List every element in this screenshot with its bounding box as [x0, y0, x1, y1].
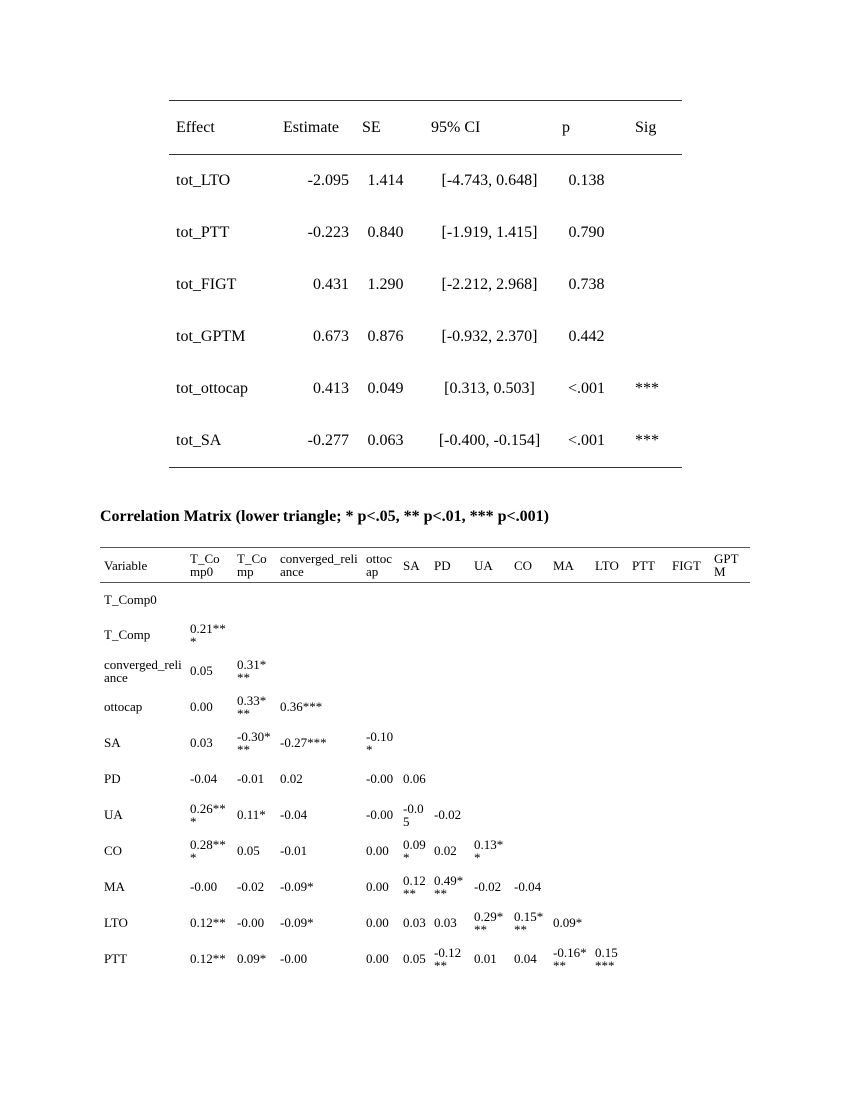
corr-cell: [628, 761, 668, 797]
corr-cell: 0.02: [280, 771, 303, 786]
corr-header-cell: GPTM: [710, 548, 750, 583]
effects-cell-se: 1.414: [367, 172, 404, 189]
corr-row-label: MA: [104, 879, 125, 894]
corr-cell: [591, 725, 628, 761]
corr-header-cell: T_Comp: [233, 548, 276, 583]
corr-row: [100, 583, 750, 617]
corr-cell: 0.49***: [434, 872, 464, 901]
corr-cell: 0.00: [366, 951, 389, 966]
effects-cell-ci: [-0.400, -0.154]: [438, 432, 541, 449]
corr-cell: [470, 725, 510, 761]
corr-cell: 0.00: [366, 843, 389, 858]
effects-cell-estimate: 0.413: [313, 380, 349, 397]
corr-row-label: converged_reliance: [104, 656, 182, 685]
corr-cell: [591, 905, 628, 941]
corr-cell: [276, 617, 362, 653]
corr-cell: [710, 905, 750, 941]
corr-cell: [710, 583, 750, 617]
corr-cell: [399, 653, 430, 689]
effects-cell-se: 0.049: [367, 380, 404, 397]
corr-cell: [710, 797, 750, 833]
corr-row: [100, 689, 750, 725]
corr-cell: [362, 653, 399, 689]
effects-cell-p: 0.442: [568, 328, 605, 345]
corr-cell: [668, 761, 710, 797]
corr-cell: [430, 761, 470, 797]
effects-cell-sig: [628, 207, 682, 259]
effects-header-p: p: [555, 101, 628, 155]
corr-cell: [549, 689, 591, 725]
corr-cell: -0.04: [514, 879, 542, 894]
corr-header-cell: ottocap: [362, 548, 399, 583]
corr-cell: [668, 833, 710, 869]
corr-cell: [710, 653, 750, 689]
corr-header-cell: SA: [399, 548, 430, 583]
corr-cell: 0.13**: [474, 836, 504, 865]
effects-cell-effect: tot_LTO: [176, 172, 231, 189]
corr-cell: [430, 653, 470, 689]
effects-cell-effect: tot_ottocap: [176, 380, 248, 397]
corr-cell: -0.04: [280, 807, 308, 822]
corr-cell: [510, 797, 549, 833]
corr-cell: 0.01: [474, 951, 497, 966]
effects-table: [169, 100, 682, 468]
corr-cell: [591, 869, 628, 905]
effects-row: [169, 363, 682, 415]
corr-cell: [628, 583, 668, 617]
corr-cell: [628, 689, 668, 725]
effects-header-ci: 95% CI: [424, 101, 555, 155]
effects-cell-se: 0.840: [367, 224, 404, 241]
corr-cell: [470, 689, 510, 725]
effects-cell-sig: [628, 311, 682, 363]
effects-header-row: [169, 101, 682, 155]
corr-header-cell: Variable: [100, 548, 186, 583]
corr-cell: 0.02: [434, 843, 457, 858]
corr-cell: 0.00: [366, 915, 389, 930]
corr-cell: 0.04: [514, 951, 537, 966]
corr-cell: [549, 833, 591, 869]
corr-row: [100, 761, 750, 797]
corr-row: [100, 653, 750, 689]
corr-cell: [362, 689, 399, 725]
corr-cell: [591, 583, 628, 617]
corr-cell: [668, 797, 710, 833]
corr-cell: 0.12**: [190, 915, 226, 930]
corr-header-cell: LTO: [591, 548, 628, 583]
corr-cell: [710, 941, 750, 977]
corr-cell: [510, 725, 549, 761]
corr-cell: [470, 761, 510, 797]
corr-header-cell: FIGT: [668, 548, 710, 583]
corr-cell: [668, 583, 710, 617]
corr-cell: [510, 689, 549, 725]
corr-row: [100, 833, 750, 869]
corr-row-label: T_Comp0: [104, 592, 157, 608]
corr-cell: -0.02: [434, 807, 462, 822]
effects-cell-p: 0.790: [568, 224, 605, 241]
correlation-matrix-table: [100, 547, 750, 977]
corr-cell: [399, 617, 430, 653]
effects-cell-effect: tot_GPTM: [176, 328, 246, 345]
effects-cell-effect: tot_PTT: [176, 224, 230, 241]
corr-row: [100, 617, 750, 653]
corr-row: [100, 797, 750, 833]
corr-cell: [470, 617, 510, 653]
corr-cell: [591, 833, 628, 869]
corr-cell: -0.02: [474, 879, 502, 894]
corr-cell: [591, 689, 628, 725]
corr-cell: 0.21***: [190, 620, 226, 649]
corr-cell: [710, 617, 750, 653]
corr-cell: [233, 583, 276, 617]
corr-row: [100, 725, 750, 761]
corr-header-cell: converged_reliance: [276, 548, 362, 583]
corr-cell: [710, 761, 750, 797]
corr-cell: 0.05: [190, 663, 213, 678]
corr-cell: 0.05: [403, 951, 426, 966]
corr-cell: [233, 617, 276, 653]
corr-cell: -0.09*: [280, 879, 314, 894]
corr-row: [100, 869, 750, 905]
corr-cell: [549, 797, 591, 833]
corr-cell: [510, 833, 549, 869]
corr-cell: 0.15***: [595, 944, 618, 973]
corr-cell: 0.00: [366, 879, 389, 894]
corr-cell: -0.04: [190, 771, 218, 786]
corr-cell: [668, 725, 710, 761]
corr-cell: [668, 653, 710, 689]
effects-cell-sig: ***: [635, 432, 659, 449]
effects-cell-se: 0.876: [367, 328, 404, 345]
corr-cell: -0.27***: [280, 735, 327, 750]
corr-cell: [399, 725, 430, 761]
corr-cell: [628, 833, 668, 869]
corr-cell: [510, 617, 549, 653]
corr-cell: [628, 941, 668, 977]
corr-cell: -0.00: [366, 807, 394, 822]
corr-cell: [510, 761, 549, 797]
effects-cell-p: 0.738: [568, 276, 605, 293]
corr-cell: [710, 689, 750, 725]
corr-row-label: PTT: [104, 951, 128, 966]
corr-cell: 0.12**: [190, 951, 226, 966]
corr-cell: 0.03: [434, 915, 457, 930]
corr-cell: 0.03: [190, 735, 213, 750]
corr-row-label: PD: [104, 771, 121, 786]
corr-cell: 0.12**: [403, 872, 426, 901]
effects-cell-ci: [-2.212, 2.968]: [441, 276, 538, 293]
corr-cell: [430, 617, 470, 653]
effects-row: [169, 155, 682, 208]
corr-cell: [549, 725, 591, 761]
corr-cell: [549, 869, 591, 905]
corr-cell: 0.09*: [403, 836, 426, 865]
effects-cell-ci: [-1.919, 1.415]: [441, 224, 538, 241]
corr-cell: [549, 617, 591, 653]
corr-cell: -0.10*: [366, 728, 394, 757]
correlation-matrix-title: Correlation Matrix (lower triangle; * p<.05, ** p<.01, *** p<.001): [100, 508, 549, 525]
corr-header-cell: MA: [549, 548, 591, 583]
effects-cell-effect: tot_FIGT: [176, 276, 237, 293]
corr-cell: [470, 653, 510, 689]
effects-cell-estimate: -0.223: [307, 224, 349, 241]
corr-cell: [362, 583, 399, 617]
corr-cell: -0.12**: [434, 944, 462, 973]
corr-cell: [591, 617, 628, 653]
corr-row-label: LTO: [104, 915, 128, 930]
corr-cell: [362, 617, 399, 653]
corr-cell: 0.03: [403, 915, 426, 930]
corr-cell: 0.33***: [237, 692, 267, 721]
corr-cell: [628, 725, 668, 761]
corr-cell: [628, 797, 668, 833]
corr-cell: [549, 653, 591, 689]
corr-header-cell: CO: [510, 548, 549, 583]
corr-cell: -0.01: [280, 843, 308, 858]
corr-cell: [628, 869, 668, 905]
corr-cell: [668, 689, 710, 725]
corr-cell: 0.06: [403, 771, 426, 786]
corr-cell: -0.16***: [553, 944, 587, 973]
corr-row: [100, 941, 750, 977]
corr-cell: 0.28***: [190, 836, 226, 865]
corr-row: [100, 905, 750, 941]
effects-cell-p: 0.138: [568, 172, 605, 189]
effects-header-estimate: Estimate: [276, 101, 355, 155]
corr-cell: 0.29***: [474, 908, 504, 937]
corr-cell: 0.11*: [237, 807, 266, 822]
corr-cell: [399, 689, 430, 725]
effects-cell-estimate: -2.095: [307, 172, 349, 189]
corr-cell: 0.15***: [514, 908, 544, 937]
corr-cell: [549, 583, 591, 617]
corr-cell: [628, 905, 668, 941]
effects-cell-estimate: 0.673: [313, 328, 349, 345]
corr-body: [100, 583, 750, 977]
corr-cell: [628, 617, 668, 653]
corr-header-cell: UA: [470, 548, 510, 583]
corr-cell: [186, 583, 233, 617]
corr-cell: [276, 653, 362, 689]
corr-row-label: ottocap: [104, 699, 143, 714]
corr-cell: [710, 725, 750, 761]
corr-cell: [710, 833, 750, 869]
effects-cell-sig: [628, 259, 682, 311]
effects-cell-sig: [628, 155, 682, 208]
corr-cell: [710, 869, 750, 905]
corr-cell: 0.26***: [190, 800, 226, 829]
effects-header-effect: Effect: [169, 101, 276, 155]
effects-cell-estimate: 0.431: [313, 276, 349, 293]
corr-cell: -0.00: [280, 951, 308, 966]
corr-cell: -0.30***: [237, 728, 271, 757]
corr-cell: -0.05: [403, 800, 424, 829]
corr-row-label: UA: [104, 807, 123, 822]
effects-cell-ci: [0.313, 0.503]: [444, 380, 535, 397]
effects-cell-se: 0.063: [367, 432, 404, 449]
effects-header-sig: Sig: [628, 101, 682, 155]
corr-cell: [549, 761, 591, 797]
effects-row: [169, 207, 682, 259]
effects-cell-se: 1.290: [367, 276, 404, 293]
corr-cell: 0.31***: [237, 656, 267, 685]
corr-header-cell: T_Comp0: [186, 548, 233, 583]
corr-cell: 0.09*: [237, 951, 267, 966]
corr-cell: [430, 689, 470, 725]
corr-cell: [668, 941, 710, 977]
corr-cell: -0.00: [366, 771, 394, 786]
corr-cell: [591, 761, 628, 797]
effects-cell-p: <.001: [567, 380, 606, 397]
corr-cell: [276, 583, 362, 617]
effects-header-se: SE: [355, 101, 424, 155]
corr-cell: [430, 725, 470, 761]
corr-row-label: SA: [104, 735, 121, 750]
effects-body: [169, 155, 682, 468]
corr-cell: [430, 583, 470, 617]
corr-row-label: T_Comp: [104, 627, 151, 642]
corr-header-cell: PD: [430, 548, 470, 583]
corr-cell: [668, 905, 710, 941]
corr-header-row: [100, 548, 750, 583]
effects-cell-effect: tot_SA: [176, 432, 222, 449]
effects-row: [169, 415, 682, 468]
effects-row: [169, 259, 682, 311]
corr-cell: [591, 797, 628, 833]
corr-cell: [668, 869, 710, 905]
corr-cell: [510, 583, 549, 617]
effects-cell-sig: ***: [635, 380, 659, 397]
effects-cell-ci: [-4.743, 0.648]: [441, 172, 538, 189]
corr-cell: -0.02: [237, 879, 265, 894]
corr-cell: [399, 583, 430, 617]
corr-cell: [591, 653, 628, 689]
effects-cell-estimate: -0.277: [307, 432, 349, 449]
corr-cell: 0.00: [190, 699, 213, 714]
corr-cell: 0.36***: [280, 699, 323, 714]
corr-cell: -0.00: [190, 879, 218, 894]
corr-cell: 0.09*: [553, 915, 583, 930]
effects-row: [169, 311, 682, 363]
corr-header-cell: PTT: [628, 548, 668, 583]
corr-cell: [668, 617, 710, 653]
corr-cell: -0.01: [237, 771, 265, 786]
corr-cell: [470, 797, 510, 833]
effects-cell-ci: [-0.932, 2.370]: [441, 328, 538, 345]
corr-cell: [628, 653, 668, 689]
corr-cell: 0.05: [237, 843, 260, 858]
corr-row-label: CO: [104, 843, 123, 858]
corr-cell: -0.00: [237, 915, 265, 930]
corr-cell: [510, 653, 549, 689]
corr-cell: [470, 583, 510, 617]
corr-cell: -0.09*: [280, 915, 314, 930]
effects-cell-p: <.001: [567, 432, 606, 449]
